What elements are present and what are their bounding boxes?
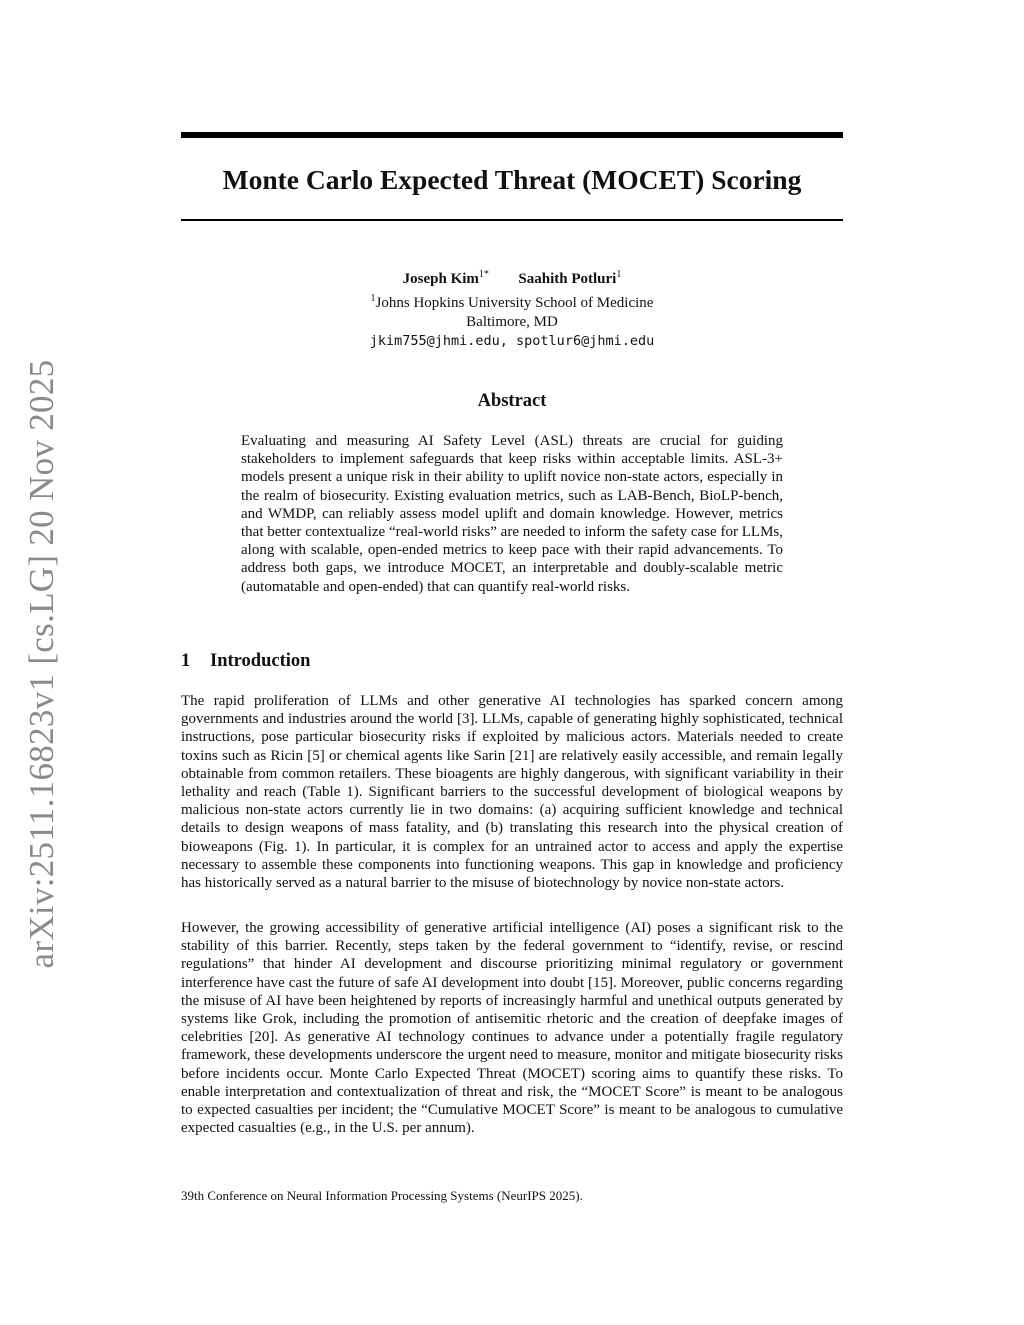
conference-footnote: 39th Conference on Neural Information Processing Systems (NeurIPS 2025). <box>181 1188 583 1203</box>
body-paragraph: However, the growing accessibility of generative artificial intelligence (AI) poses a significant risk to the stability of this barrier. Recently, steps taken by the federal government to “identify, revise, or rescind regulations” that hinder AI development and discourse prioritizing minimal regulatory or government interference have cast the future of safe AI development into doubt [15]. Moreover, public concerns regarding the misuse of AI have been heightened by reports of increasingly harmful and unethical outputs generated by systems like Grok, including the promotion of antisemitic rhetoric and the creation of deepfake images of celebrities [20]. As generative AI technology continues to advance under a potentially fragile regulatory framework, these developments underscore the urgent need to measure, monitor and mitigate biosecurity risks before incidents occur. Monte Carlo Expected Threat (MOCET) scoring aims to quantify these risks. To enable interpretation and contextualization of threat and risk, the “MOCET Score” is meant to be analogous to expected casualties per incident; the “Cumulative MOCET Score” is meant to be analogous to cumulative expected casualties (e.g., in the U.S. per annum). <box>181 920 843 1137</box>
section-title: Introduction <box>210 651 311 671</box>
abstract-heading: Abstract <box>477 391 547 411</box>
arxiv-identifier-stamp[interactable]: arXiv:2511.16823v1 [cs.LG] 20 Nov 2025 <box>22 359 61 969</box>
author-affiliation-mark: 1 <box>616 269 622 280</box>
affiliation-location: Baltimore, MD <box>466 314 558 330</box>
author-name: Joseph Kim <box>402 271 479 287</box>
affiliation-mark: 1 <box>370 293 376 304</box>
author-affiliation-mark: 1* <box>478 269 489 280</box>
affiliation-institution: $^1$Johns Hopkins University School of Medicine <box>370 293 654 311</box>
author-name: Saahith Potluri <box>518 271 617 287</box>
author-block <box>181 265 843 351</box>
paper-title: Monte Carlo Expected Threat (MOCET) Scoring <box>222 164 802 195</box>
author-emails[interactable]: jkim755@jhmi.edu, spotlur6@jhmi.edu <box>369 333 655 349</box>
abstract-text: Evaluating and measuring AI Safety Level (ASL) threats are crucial for guiding stakeholders to implement safeguards that keep risks within acceptable limits. ASL-3+ models present a unique risk in their ability to uplift novice non-state actors, especially in the realm of biosecurity. Existing evaluation metrics, such as LAB-Bench, BioLP-bench, and WMDP, can reliably assess model uplift and domain knowledge. However, metrics that better contextualize “real-world risks” are needed to inform the safety case for LLMs, along with scalable, open-ended metrics to keep pace with their rapid advancements. To address both gaps, we introduce MOCET, an interpretable and doubly-scalable metric (automatable and open-ended) that can quantify real-world risks. <box>241 433 783 595</box>
section-number: 1 <box>181 651 191 671</box>
body-paragraph: The rapid proliferation of LLMs and other generative AI technologies has sparked concern among governments and industries around the world [3]. LLMs, capable of generating highly sophisticated, technical instructions, pose particular biosecurity risks if exploited by malicious actors. Materials needed to create toxins such as Ricin [5] or chemical agents like Sarin [21] are relatively easily accessible, and remain legally obtainable from common retailers. These bioagents are highly dangerous, with significant variability in their lethality and reach (Table 1). Significant barriers to the successful development of biological weapons by malicious non-state actors currently lie in two domains: (a) acquiring sufficient knowledge and technical details to design weapons of mass fatality, and (b) translating this research into the physical creation of bioweapons (Fig. 1). In particular, it is complex for an untrained actor to access and apply the expertise necessary to assemble these components into functioning weapons. This gap in knowledge and proficiency has historically served as a natural barrier to the misuse of biotechnology by novice non-state actors. <box>181 693 843 892</box>
author-names <box>181 265 843 289</box>
section-heading-introduction <box>181 649 310 673</box>
title-bottom-rule <box>181 219 843 221</box>
title-top-rule <box>181 132 843 138</box>
